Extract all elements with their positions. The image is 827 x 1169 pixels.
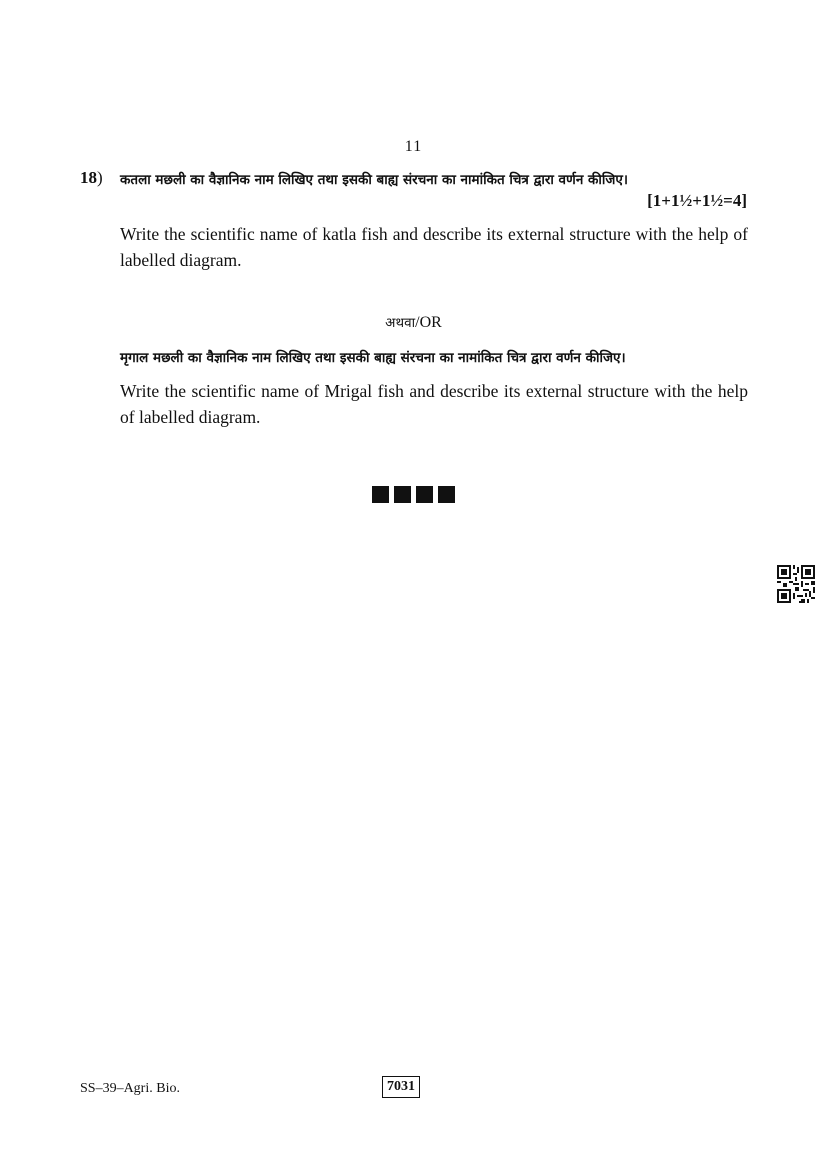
- alternative-question-english: Write the scientific name of Mrigal fish and describe its external structure with the help of labelled diagram.: [120, 381, 748, 427]
- or-divider: [0, 313, 827, 332]
- question-number-paren: ): [97, 168, 103, 187]
- question-number: [80, 168, 103, 188]
- or-divider-separator: /: [415, 314, 420, 331]
- footer-subject-code: SS–39–Agri. Bio.: [80, 1081, 180, 1096]
- page-number: 11: [404, 138, 423, 155]
- footer-paper-code: 7031: [382, 1076, 420, 1098]
- or-divider-english: OR: [419, 314, 442, 331]
- alternative-question-hindi: मृगाल मछली का वैज्ञानिक नाम लिखिए तथा इसकी बाह्य संरचना का नामांकित चित्र द्वारा वर्णन कीजिए।: [120, 350, 626, 366]
- question-hindi: कतला मछली का वैज्ञानिक नाम लिखिए तथा इसकी बाह्य संरचना का नामांकित चित्र द्वारा वर्णन कीजिए।: [120, 172, 628, 188]
- question-english: Write the scientific name of katla fish and describe its external structure with the help of labelled diagram.: [120, 224, 748, 270]
- end-of-paper-marker: [372, 486, 455, 503]
- end-marker-block: [394, 486, 411, 503]
- end-marker-block: [438, 486, 455, 503]
- end-marker-block: [372, 486, 389, 503]
- end-marker-block: [416, 486, 433, 503]
- question-marks: [1+1½+1½=4]: [647, 191, 747, 210]
- question-number-value: 18: [80, 168, 97, 187]
- qr-code-icon: [777, 565, 815, 603]
- or-divider-hindi: अथवा: [385, 315, 416, 331]
